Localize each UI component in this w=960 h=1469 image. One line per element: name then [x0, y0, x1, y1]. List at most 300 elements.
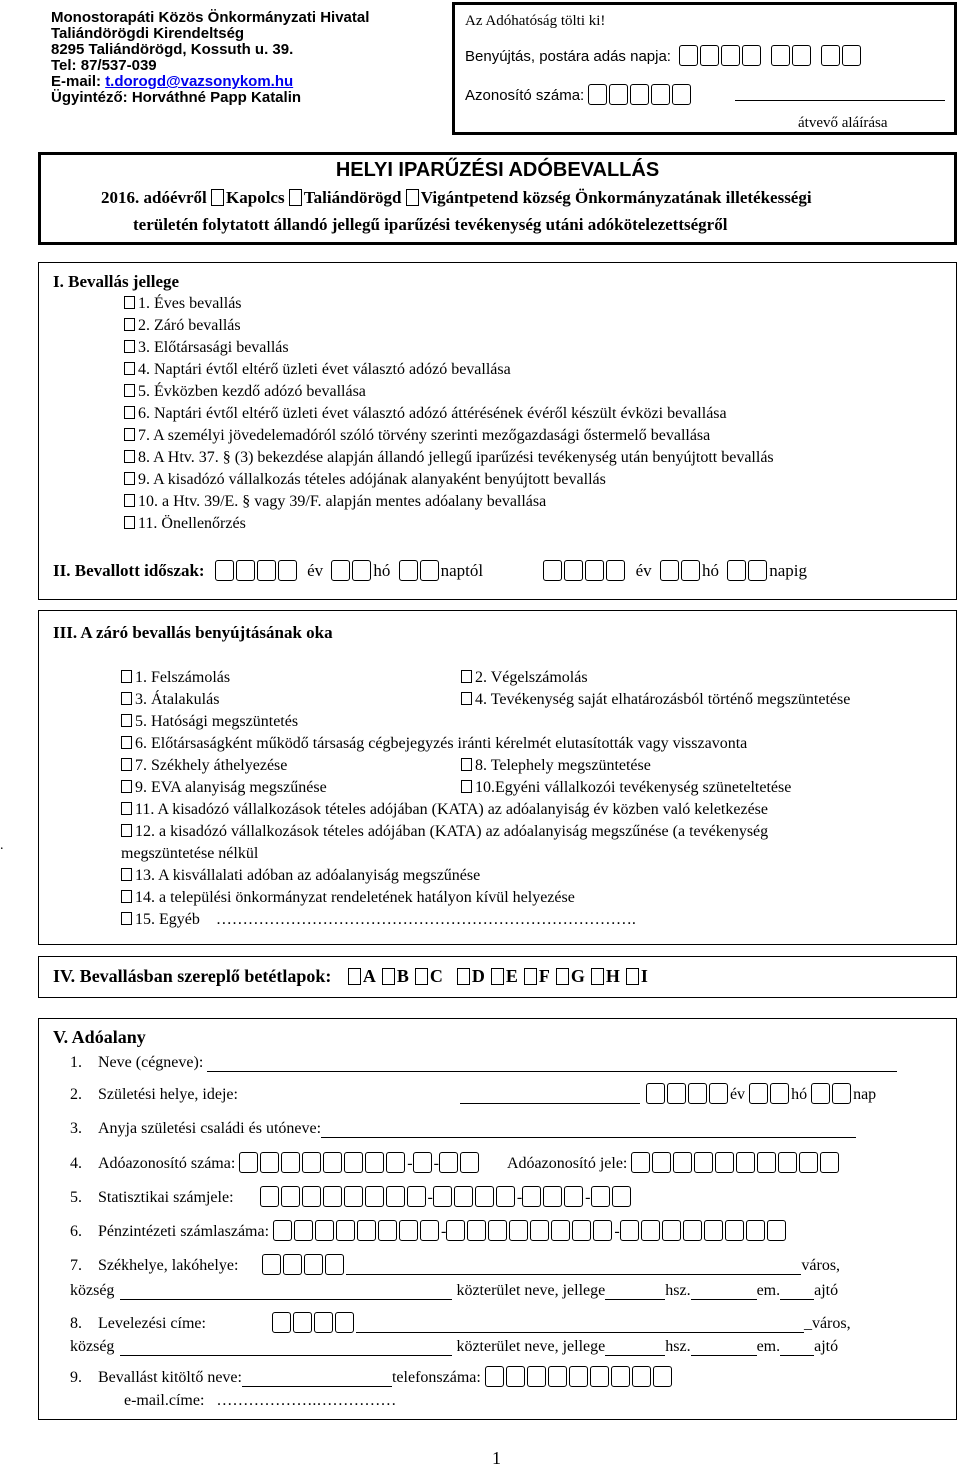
declaration-type-label: 4. Naptári évtől eltérő üzleti évet választó adózó bevallása: [138, 361, 511, 378]
label-text: 3.: [70, 1120, 82, 1137]
digit-cell[interactable]: [262, 1254, 281, 1275]
digit-cell[interactable]: [239, 1152, 258, 1173]
label-text: 1. Felszámolás: [135, 669, 231, 686]
label-text: 13. A kisvállalati adóban az adóalanyiság megszűnése: [135, 867, 481, 884]
checkbox[interactable]: [124, 450, 135, 463]
submission-date-row: [465, 45, 863, 66]
checkbox[interactable]: [382, 968, 395, 985]
checkbox[interactable]: [461, 670, 472, 683]
digit-cell[interactable]: [260, 1152, 279, 1173]
vigantpetend-checkbox[interactable]: [406, 189, 419, 206]
digit-cell[interactable]: [612, 1186, 631, 1207]
section4-box: [38, 956, 957, 998]
digit-cell[interactable]: [748, 560, 767, 581]
reason-6[interactable]: [121, 735, 747, 753]
mail-street-field[interactable]: [120, 1355, 452, 1356]
checkbox[interactable]: [124, 296, 135, 309]
digit-cell[interactable]: [543, 1186, 562, 1207]
label-text: 5.: [70, 1189, 82, 1206]
digit-cell[interactable]: [646, 1083, 665, 1104]
digit-cell[interactable]: [323, 1152, 342, 1173]
label-text: közterület neve, jellege: [456, 1338, 606, 1355]
insert-sheet-D[interactable]: [457, 966, 485, 986]
checkbox[interactable]: [121, 824, 132, 837]
digit-cell[interactable]: [315, 1220, 334, 1241]
mail-zip-cells[interactable]: [272, 1315, 356, 1332]
checkbox[interactable]: [626, 968, 639, 985]
digit-cell[interactable]: [325, 1254, 344, 1275]
reason-3[interactable]: [121, 691, 219, 709]
insert-sheet-A[interactable]: [348, 966, 376, 986]
digit-cell[interactable]: [543, 560, 562, 581]
checkbox[interactable]: [461, 692, 472, 705]
section4-row: [53, 966, 648, 987]
declaration-type-2[interactable]: [124, 317, 241, 335]
checkbox[interactable]: [524, 968, 537, 985]
declaration-type-label: 7. A személyi jövedelemadóról szóló törvény szerinti mezőgazdasági őstermelő bevallása: [138, 427, 711, 444]
digit-cell[interactable]: [590, 1366, 609, 1387]
label-text: telefonszáma:: [391, 1369, 481, 1386]
label-text: 8. Telephely megszüntetése: [475, 757, 651, 774]
digit-cell[interactable]: [727, 560, 746, 581]
bank-cells[interactable]: - -: [273, 1223, 788, 1240]
digit-cell[interactable]: [302, 1186, 321, 1207]
digit-cell[interactable]: [488, 1220, 507, 1241]
label-text: 11. A kisadózó vállalkozások tételes adójában (KATA) az adóalanyiság év közben való keletkezése: [135, 801, 768, 818]
label-text: 2. Végelszámolás: [475, 669, 588, 686]
checkbox[interactable]: [124, 384, 135, 397]
label-text: 10.Egyéni vállalkozói tevékenység szüneteltetése: [475, 779, 792, 796]
label-text: 1.: [70, 1054, 82, 1071]
digit-cell[interactable]: [704, 1220, 723, 1241]
digit-cell[interactable]: [283, 1254, 302, 1275]
checkbox[interactable]: [121, 736, 132, 749]
checkbox[interactable]: [121, 670, 132, 683]
label-text: 15. Egyéb: [135, 911, 200, 928]
declaration-type-label: 6. Naptári évtől eltérő üzleti évet választó adózó áttérésének évéről készült évközi bevallása: [138, 405, 727, 422]
reason-12[interactable]: [121, 823, 768, 841]
declaration-type-11[interactable]: [124, 515, 246, 533]
digit-cell[interactable]: [653, 1366, 672, 1387]
digit-cell[interactable]: [767, 1220, 786, 1241]
digit-cell[interactable]: [530, 1220, 549, 1241]
digit-cell[interactable]: [630, 84, 649, 105]
digit-cell[interactable]: [725, 1220, 744, 1241]
digit-cell[interactable]: [679, 45, 698, 66]
digit-cell[interactable]: [746, 1220, 765, 1241]
mother-name-field[interactable]: [321, 1137, 856, 1138]
birth-place-field[interactable]: [460, 1103, 640, 1104]
mail-hsz-field[interactable]: [691, 1355, 757, 1356]
kapolcs-checkbox[interactable]: [211, 189, 224, 206]
declaration-type-6[interactable]: [124, 405, 727, 423]
digit-cell[interactable]: [522, 1186, 541, 1207]
digit-cell[interactable]: [662, 1220, 681, 1241]
digit-cell[interactable]: [564, 560, 583, 581]
label-text: Születési helye, ideje:: [98, 1086, 238, 1103]
phone-cells[interactable]: [485, 1369, 674, 1386]
digit-cell[interactable]: [506, 1366, 525, 1387]
label-text: 9. EVA alanyiság megszűnése: [135, 779, 327, 796]
digit-cell[interactable]: [632, 1366, 651, 1387]
digit-cell[interactable]: [820, 1152, 839, 1173]
digit-cell[interactable]: [413, 1152, 432, 1173]
declaration-type-10[interactable]: [124, 493, 546, 511]
digit-cell[interactable]: [749, 1083, 768, 1104]
digit-cell[interactable]: [273, 1220, 292, 1241]
section5-box: [38, 1018, 957, 1420]
reason-10[interactable]: [461, 779, 791, 797]
digit-cell[interactable]: [681, 560, 700, 581]
label-text: Adóazonosító jele:: [506, 1155, 628, 1172]
seat-street-field[interactable]: [120, 1299, 452, 1300]
mail-em-field[interactable]: [780, 1355, 814, 1356]
declaration-type-label: 2. Záró bevallás: [138, 317, 241, 334]
digit-cell[interactable]: [799, 1152, 818, 1173]
email-dots[interactable]: ……………….……………: [216, 1392, 397, 1409]
taxid-row: [70, 1152, 841, 1173]
label-text: Bevallást kitöltő neve:: [98, 1369, 242, 1386]
digit-cell[interactable]: [572, 1220, 591, 1241]
digit-cell[interactable]: [842, 45, 861, 66]
reason-15[interactable]: [121, 911, 636, 929]
digit-cell[interactable]: [281, 1186, 300, 1207]
label-text: Anyja születési családi és utóneve:: [98, 1120, 322, 1137]
digit-cell[interactable]: [688, 1083, 707, 1104]
digit-cell[interactable]: [652, 1152, 671, 1173]
reason-9[interactable]: [121, 779, 327, 797]
label-text: Pénzintézeti számlaszáma:: [98, 1223, 270, 1240]
checkbox[interactable]: [591, 968, 604, 985]
digit-cell[interactable]: [433, 1186, 452, 1207]
digit-cell[interactable]: [278, 560, 297, 581]
checkbox[interactable]: [121, 714, 132, 727]
digit-cell[interactable]: [314, 1312, 333, 1333]
label-text: em.: [756, 1282, 781, 1299]
digit-cell[interactable]: [564, 1186, 583, 1207]
to-day-cells[interactable]: [727, 561, 769, 580]
digit-cell[interactable]: [293, 1312, 312, 1333]
digit-cell[interactable]: [272, 1312, 291, 1333]
checkbox[interactable]: [124, 516, 135, 529]
checkbox[interactable]: [457, 968, 470, 985]
label-text: közterület neve, jellege: [456, 1282, 606, 1299]
label-text: 3. Átalakulás: [135, 691, 220, 708]
reason-2[interactable]: [461, 669, 588, 687]
declaration-type-3[interactable]: [124, 339, 289, 357]
digit-cell[interactable]: [439, 1152, 458, 1173]
digit-cell[interactable]: [460, 1152, 479, 1173]
label-text: 12. a kisadózó vállalkozások tételes adójában (KATA) az adóalanyiság megszűnése (a tevékenység: [135, 823, 769, 840]
checkbox[interactable]: [121, 780, 132, 793]
mail-row: [70, 1312, 851, 1333]
checkbox[interactable]: [121, 758, 132, 771]
digit-cell[interactable]: [302, 1152, 321, 1173]
label-text: 7.: [70, 1257, 82, 1274]
birth-year-cells[interactable]: [646, 1086, 730, 1103]
insert-sheet-C[interactable]: [415, 966, 443, 986]
digit-cell[interactable]: [236, 560, 255, 581]
bank-row: [70, 1220, 788, 1241]
from-year-cells[interactable]: [215, 561, 299, 580]
digit-cell[interactable]: [667, 1083, 686, 1104]
label-text: Székhelye, lakóhelye:: [98, 1257, 239, 1274]
to-month-cells[interactable]: [660, 561, 702, 580]
from-day-cells[interactable]: [399, 561, 441, 580]
digit-cell[interactable]: [757, 1152, 776, 1173]
from-month-cells[interactable]: [331, 561, 373, 580]
checkbox[interactable]: [124, 472, 135, 485]
label-text: hó: [791, 1086, 808, 1103]
digit-cell[interactable]: [257, 560, 276, 581]
declaration-type-label: 3. Előtársasági bevallás: [138, 339, 289, 356]
digit-cell[interactable]: [588, 84, 607, 105]
declaration-type-label: 9. A kisadózó vállalkozás tételes adójának alanyaként benyújtott bevallás: [138, 471, 606, 488]
insert-sheet-I[interactable]: [626, 966, 648, 986]
digit-cell[interactable]: [399, 1220, 418, 1241]
label-text: 6. Előtársaságként működő társaság cégbejegyzés iránti kérelmét elutasították vagy visszavonta: [135, 735, 748, 752]
checkbox[interactable]: [124, 362, 135, 375]
office-clerk: Ügyintéző: Horváthné Papp Katalin: [51, 89, 302, 106]
digit-cell[interactable]: [335, 1312, 354, 1333]
checkbox[interactable]: [121, 868, 132, 881]
digit-cell[interactable]: [771, 45, 790, 66]
digit-cell[interactable]: [386, 1186, 405, 1207]
digit-cell[interactable]: [446, 1220, 465, 1241]
checkbox[interactable]: [124, 428, 135, 441]
digit-cell[interactable]: [641, 1220, 660, 1241]
signature-line: [735, 100, 945, 101]
checkbox[interactable]: [121, 912, 132, 925]
label-text: Adóazonosító száma:: [98, 1155, 236, 1172]
section3-heading: III. A záró bevallás benyújtásának oka: [53, 623, 333, 642]
reason-8[interactable]: [461, 757, 651, 775]
digit-cell[interactable]: [344, 1186, 363, 1207]
digit-cell[interactable]: [357, 1220, 376, 1241]
identifier-cells[interactable]: [588, 87, 693, 104]
digit-cell[interactable]: [709, 1083, 728, 1104]
stat-cells[interactable]: - - -: [260, 1189, 633, 1206]
digit-cell[interactable]: [331, 560, 350, 581]
digit-cell[interactable]: [323, 1186, 342, 1207]
email-link[interactable]: t.dorogd@vazsonykom.hu: [105, 73, 294, 90]
reason-7[interactable]: [121, 757, 287, 775]
checkbox[interactable]: [124, 494, 135, 507]
digit-cell[interactable]: [715, 1152, 734, 1173]
submission-date-cells[interactable]: [679, 48, 863, 65]
digit-cell[interactable]: [672, 84, 691, 105]
digit-cell[interactable]: [527, 1366, 546, 1387]
digit-cell[interactable]: [736, 1152, 755, 1173]
seat-row: [70, 1254, 840, 1275]
label-text: Statisztikai számjele:: [98, 1189, 234, 1206]
digit-cell[interactable]: [420, 560, 439, 581]
label-text: 8.: [70, 1315, 82, 1332]
section5-heading: V. Adóalany: [53, 1027, 146, 1047]
declaration-type-7[interactable]: [124, 427, 710, 445]
from-year-label: év: [307, 561, 324, 580]
label-text: 4.: [70, 1155, 82, 1172]
seat-street-row: [70, 1282, 838, 1300]
digit-cell[interactable]: [821, 45, 840, 66]
insert-sheet-label: H: [605, 966, 620, 986]
digit-cell[interactable]: [832, 1083, 851, 1104]
digit-cell[interactable]: [770, 1083, 789, 1104]
title-line1: [101, 188, 812, 208]
other-dots: …………………………………………………………………….: [215, 911, 636, 928]
digit-cell[interactable]: [378, 1220, 397, 1241]
taxid-cells[interactable]: [631, 1155, 841, 1172]
insert-sheet-B[interactable]: [382, 966, 409, 986]
digit-cell[interactable]: [569, 1366, 588, 1387]
checkbox[interactable]: [461, 780, 472, 793]
checkbox[interactable]: [461, 758, 472, 771]
digit-cell[interactable]: [386, 1152, 405, 1173]
digit-cell[interactable]: [399, 560, 418, 581]
checkbox[interactable]: [124, 340, 135, 353]
reason-5[interactable]: [121, 713, 298, 731]
label-text: em.: [756, 1338, 781, 1355]
taxnum-cells[interactable]: - -: [239, 1155, 481, 1172]
checkbox[interactable]: [124, 318, 135, 331]
digit-cell[interactable]: [683, 1220, 702, 1241]
digit-cell[interactable]: [620, 1220, 639, 1241]
digit-cell[interactable]: [454, 1186, 473, 1207]
digit-cell[interactable]: [344, 1152, 363, 1173]
digit-cell[interactable]: [631, 1152, 650, 1173]
seat-hsz-field[interactable]: [691, 1299, 757, 1300]
insert-sheet-H[interactable]: [591, 966, 620, 986]
seat-zip-cells[interactable]: [262, 1257, 346, 1274]
digit-cell[interactable]: [778, 1152, 797, 1173]
digit-cell[interactable]: [721, 45, 740, 66]
digit-cell[interactable]: [215, 560, 234, 581]
digit-cell[interactable]: [548, 1366, 567, 1387]
reason-14[interactable]: [121, 889, 575, 907]
digit-cell[interactable]: [420, 1220, 439, 1241]
digit-cell[interactable]: [700, 45, 719, 66]
digit-cell[interactable]: [593, 1220, 612, 1241]
checkbox[interactable]: [556, 968, 569, 985]
digit-cell[interactable]: [365, 1186, 384, 1207]
insert-sheet-label: F: [538, 966, 550, 986]
digit-cell[interactable]: [509, 1220, 528, 1241]
to-year-label: év: [635, 561, 652, 580]
digit-cell[interactable]: [260, 1186, 279, 1207]
digit-cell[interactable]: [407, 1186, 426, 1207]
digit-cell[interactable]: [294, 1220, 313, 1241]
digit-cell[interactable]: [606, 560, 625, 581]
birth-month-cells[interactable]: [749, 1086, 791, 1103]
digit-cell[interactable]: [811, 1083, 830, 1104]
digit-cell[interactable]: [585, 560, 604, 581]
checkbox[interactable]: [124, 406, 135, 419]
identifier-label: Azonosító száma:: [465, 87, 585, 104]
checkbox[interactable]: [415, 968, 428, 985]
seat-em-field[interactable]: [780, 1299, 814, 1300]
title-line2: területén folytatott állandó jellegű iparűzési tevékenység utáni adókötelezettségről: [133, 215, 728, 234]
reason-11[interactable]: [121, 801, 768, 819]
digit-cell[interactable]: [475, 1186, 494, 1207]
digit-cell[interactable]: [591, 1186, 610, 1207]
section1-box: [38, 262, 957, 600]
mail-city-field[interactable]: [356, 1332, 804, 1333]
insert-sheet-F[interactable]: [524, 966, 550, 986]
checkbox[interactable]: [121, 890, 132, 903]
reason-12-cont: megszüntetése nélkül: [121, 845, 259, 862]
digit-cell[interactable]: [660, 560, 679, 581]
digit-cell[interactable]: [551, 1220, 570, 1241]
insert-sheet-label: I: [640, 966, 648, 986]
filler-email-row: [124, 1392, 396, 1410]
insert-sheet-label: A: [362, 966, 376, 986]
digit-cell[interactable]: [336, 1220, 355, 1241]
reason-4[interactable]: [461, 691, 850, 709]
digit-cell[interactable]: [304, 1254, 323, 1275]
declaration-type-5[interactable]: [124, 383, 366, 401]
mail-street-type-field[interactable]: [605, 1355, 665, 1356]
section2-row: [53, 560, 807, 581]
digit-cell[interactable]: [609, 84, 628, 105]
office-email-row: [51, 74, 369, 90]
digit-cell[interactable]: [611, 1366, 630, 1387]
digit-cell[interactable]: [281, 1152, 300, 1173]
digit-cell[interactable]: [365, 1152, 384, 1173]
from-month-label: hó: [373, 561, 391, 580]
checkbox[interactable]: [491, 968, 504, 985]
birth-day-cells[interactable]: [811, 1086, 853, 1103]
declaration-type-8[interactable]: [124, 449, 774, 467]
label-text: év: [729, 1086, 746, 1103]
declaration-type-9[interactable]: [124, 471, 606, 489]
digit-cell[interactable]: [673, 1152, 692, 1173]
label-text: 7. Székhely áthelyezése: [135, 757, 288, 774]
seat-city-field[interactable]: [346, 1274, 801, 1275]
label-text: e-mail.címe:: [124, 1392, 205, 1409]
seat-street-type-field[interactable]: [605, 1299, 665, 1300]
name-field[interactable]: [207, 1071, 897, 1072]
declaration-type-label: 1. Éves bevallás: [138, 295, 242, 312]
insert-sheet-G[interactable]: [556, 966, 585, 986]
digit-cell[interactable]: [352, 560, 371, 581]
declaration-type-4[interactable]: [124, 361, 511, 379]
checkbox[interactable]: [121, 692, 132, 705]
checkbox[interactable]: [121, 802, 132, 815]
declaration-type-1[interactable]: [124, 295, 242, 313]
declaration-type-label: 10. a Htv. 39/E. § vagy 39/F. alapján mentes adóalany bevallása: [138, 493, 547, 510]
insert-sheet-E[interactable]: [491, 966, 518, 986]
digit-cell[interactable]: [496, 1186, 515, 1207]
to-day-label: napig: [769, 561, 807, 580]
reason-13[interactable]: [121, 867, 480, 885]
from-day-label: naptól: [440, 561, 484, 580]
digit-cell[interactable]: [485, 1366, 504, 1387]
digit-cell[interactable]: [651, 84, 670, 105]
office-phone: Tel: 87/537-039: [51, 57, 157, 74]
office-name: Monostorapáti Közös Önkormányzati Hivatal: [51, 9, 370, 26]
reason-1[interactable]: [121, 669, 230, 687]
digit-cell[interactable]: [792, 45, 811, 66]
filler-name-field[interactable]: [242, 1386, 392, 1387]
declaration-type-label: 8. A Htv. 37. § (3) bekezdése alapján állandó jellegű iparűzési tevékenység után benyújtott bevallás: [138, 449, 774, 466]
taliandorogd-checkbox[interactable]: [289, 189, 302, 206]
to-year-cells[interactable]: [543, 561, 627, 580]
checkbox[interactable]: [348, 968, 361, 985]
digit-cell[interactable]: [467, 1220, 486, 1241]
digit-cell[interactable]: [694, 1152, 713, 1173]
digit-cell[interactable]: [742, 45, 761, 66]
kapolcs-label: Kapolcs: [226, 188, 285, 207]
